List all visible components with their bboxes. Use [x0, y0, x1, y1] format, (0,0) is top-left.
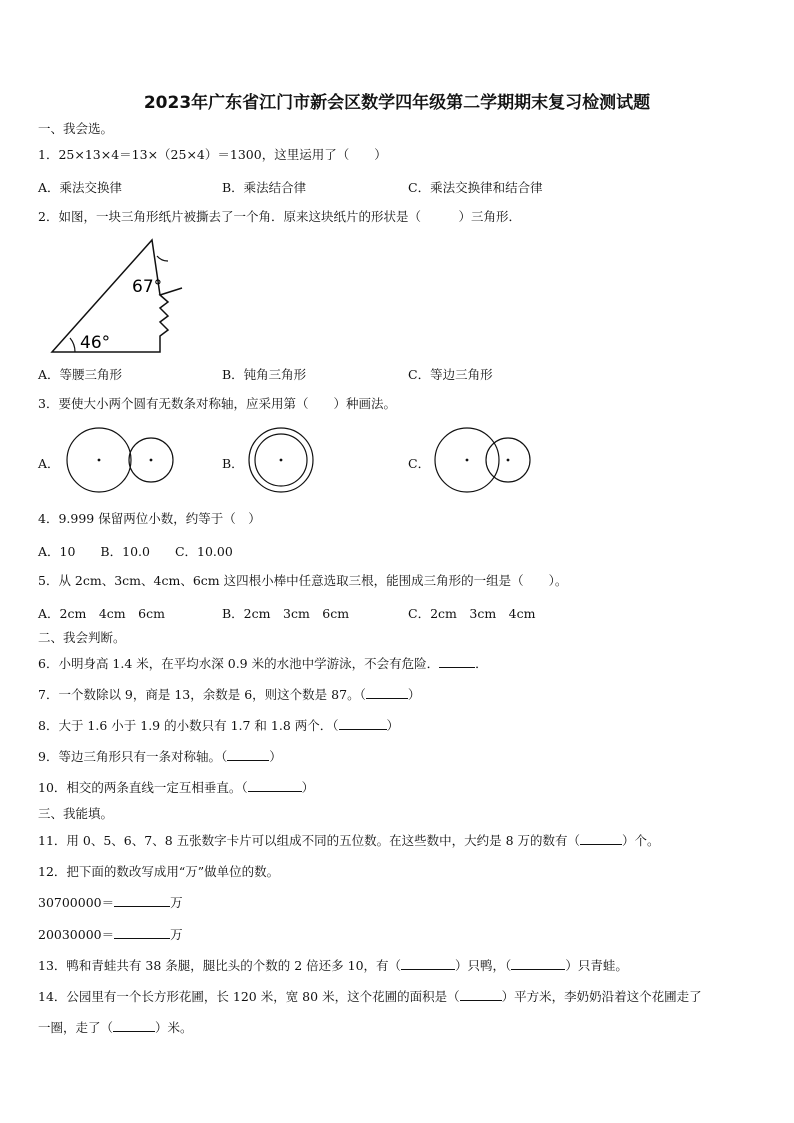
q3-option-b-label: B．	[222, 456, 244, 471]
q14-line2-text: 一圈，走了（	[38, 1020, 114, 1035]
q1-option-b: B．乘法结合律	[222, 180, 307, 195]
question-3: 3．要使大小两个圆有无数条对称轴，应采用第（ ）种画法。	[38, 396, 396, 411]
close-paren: ）	[301, 780, 315, 795]
q5-option-c: C．2cm 3cm 4cm	[408, 606, 536, 621]
page-title: 2023年广东省江门市新会区数学四年级第二学期期末复习检测试题	[143, 93, 651, 113]
q3-option-c-label: C．	[408, 456, 431, 471]
question-10	[38, 780, 314, 795]
q14-end: ）米。	[155, 1020, 193, 1035]
q5-option-a: A．2cm 4cm 6cm	[38, 606, 165, 621]
q13-end: ）只青蛙。	[565, 958, 628, 973]
q13-text: 13．鸭和青蛙共有 38 条腿，腿比头的个数的 2 倍还多 10，有（	[38, 958, 402, 973]
question-13	[38, 958, 628, 973]
answer-blank[interactable]	[248, 791, 302, 792]
angle-label-left: 46°	[80, 333, 111, 353]
torn-triangle-figure	[48, 238, 188, 356]
question-5: 5．从 2cm、3cm、4cm、6cm 这四根小棒中任意选取三根，能围成三角形的一组是（ ）。	[38, 573, 568, 588]
q11-end: ）个。	[622, 833, 660, 848]
q2-option-a: A．等腰三角形	[38, 367, 123, 382]
q3-option-a-circles	[64, 426, 179, 496]
question-14	[38, 989, 702, 1004]
close-paren: ）	[386, 718, 400, 733]
q1-option-a: A．乘法交换律	[38, 180, 123, 195]
q5-option-b: B．2cm 3cm 6cm	[222, 606, 350, 621]
q12-number-2: 20030000＝	[38, 927, 115, 942]
section-heading-1: 一、我会选。	[38, 121, 114, 136]
q6-text: 6．小明身高 1.4 米，在平均水深 0.9 米的水池中学游泳，不会有危险．	[38, 656, 440, 671]
q1-option-c: C．乘法交换律和结合律	[408, 180, 543, 195]
answer-blank[interactable]	[439, 667, 475, 668]
question-11	[38, 833, 660, 848]
answer-blank[interactable]	[401, 969, 455, 970]
question-9	[38, 749, 282, 764]
question-14-line-2	[38, 1020, 193, 1035]
answer-blank[interactable]	[114, 906, 170, 907]
q3-option-b-circles	[246, 426, 316, 496]
close-paren: ）	[407, 687, 421, 702]
question-2: 2．如图，一块三角形纸片被撕去了一个角．原来这块纸片的形状是（ ）三角形．	[38, 209, 521, 224]
question-1: 1．25×13×4＝13×（25×4）＝1300，这里运用了（ ）	[38, 147, 387, 162]
question-12: 12．把下面的数改写成用“万”做单位的数。	[38, 864, 280, 879]
angle-arc-left	[70, 338, 75, 352]
answer-blank[interactable]	[366, 698, 408, 699]
unit-label: 万	[170, 927, 183, 942]
unit-label: 万	[170, 895, 183, 910]
triangle-outline	[52, 240, 182, 352]
q3-option-a-label: A．	[38, 456, 60, 471]
q9-text: 9．等边三角形只有一条对称轴。（	[38, 749, 228, 764]
q2-option-c: C．等边三角形	[408, 367, 493, 382]
question-8	[38, 718, 399, 733]
answer-blank[interactable]	[460, 1000, 502, 1001]
q12-line-2	[38, 927, 183, 942]
question-7	[38, 687, 420, 702]
q2-option-b: B．钝角三角形	[222, 367, 307, 382]
q12-line-1	[38, 895, 183, 910]
answer-blank[interactable]	[114, 938, 170, 939]
answer-blank[interactable]	[339, 729, 387, 730]
q8-text: 8．大于 1.6 小于 1.9 的小数只有 1.7 和 1.8 两个．（	[38, 718, 339, 733]
q13-mid: ）只鸭，（	[455, 958, 512, 973]
question-4: 4．9.999 保留两位小数，约等于（ ）	[38, 511, 261, 526]
q6-end: ．	[475, 656, 488, 671]
q3-option-c-circles	[432, 426, 537, 496]
q11-text: 11．用 0、5、6、7、8 五张数字卡片可以组成不同的五位数。在这些数中，大约是 8 万的数有（	[38, 833, 581, 848]
question-6	[38, 656, 488, 671]
answer-blank[interactable]	[580, 844, 622, 845]
q10-text: 10．相交的两条直线一定互相垂直。（	[38, 780, 248, 795]
section-heading-2: 二、我会判断。	[38, 630, 126, 645]
answer-blank[interactable]	[511, 969, 565, 970]
q12-number-1: 30700000＝	[38, 895, 115, 910]
close-paren: ）	[269, 749, 282, 764]
q7-text: 7．一个数除以 9，商是 13，余数是 6，则这个数是 87。（	[38, 687, 366, 702]
q14-text: 14．公园里有一个长方形花圃，长 120 米，宽 80 米，这个花圃的面积是（	[38, 989, 460, 1004]
q4-options: A．10 B．10.0 C．10.00	[38, 544, 233, 559]
q14-mid: ）平方米，李奶奶沿着这个花圃走了	[501, 989, 702, 1004]
angle-arc-top	[157, 256, 168, 261]
angle-label-top: 67°	[132, 277, 163, 297]
answer-blank[interactable]	[227, 760, 269, 761]
section-heading-3: 三、我能填。	[38, 806, 114, 821]
answer-blank[interactable]	[113, 1031, 155, 1032]
